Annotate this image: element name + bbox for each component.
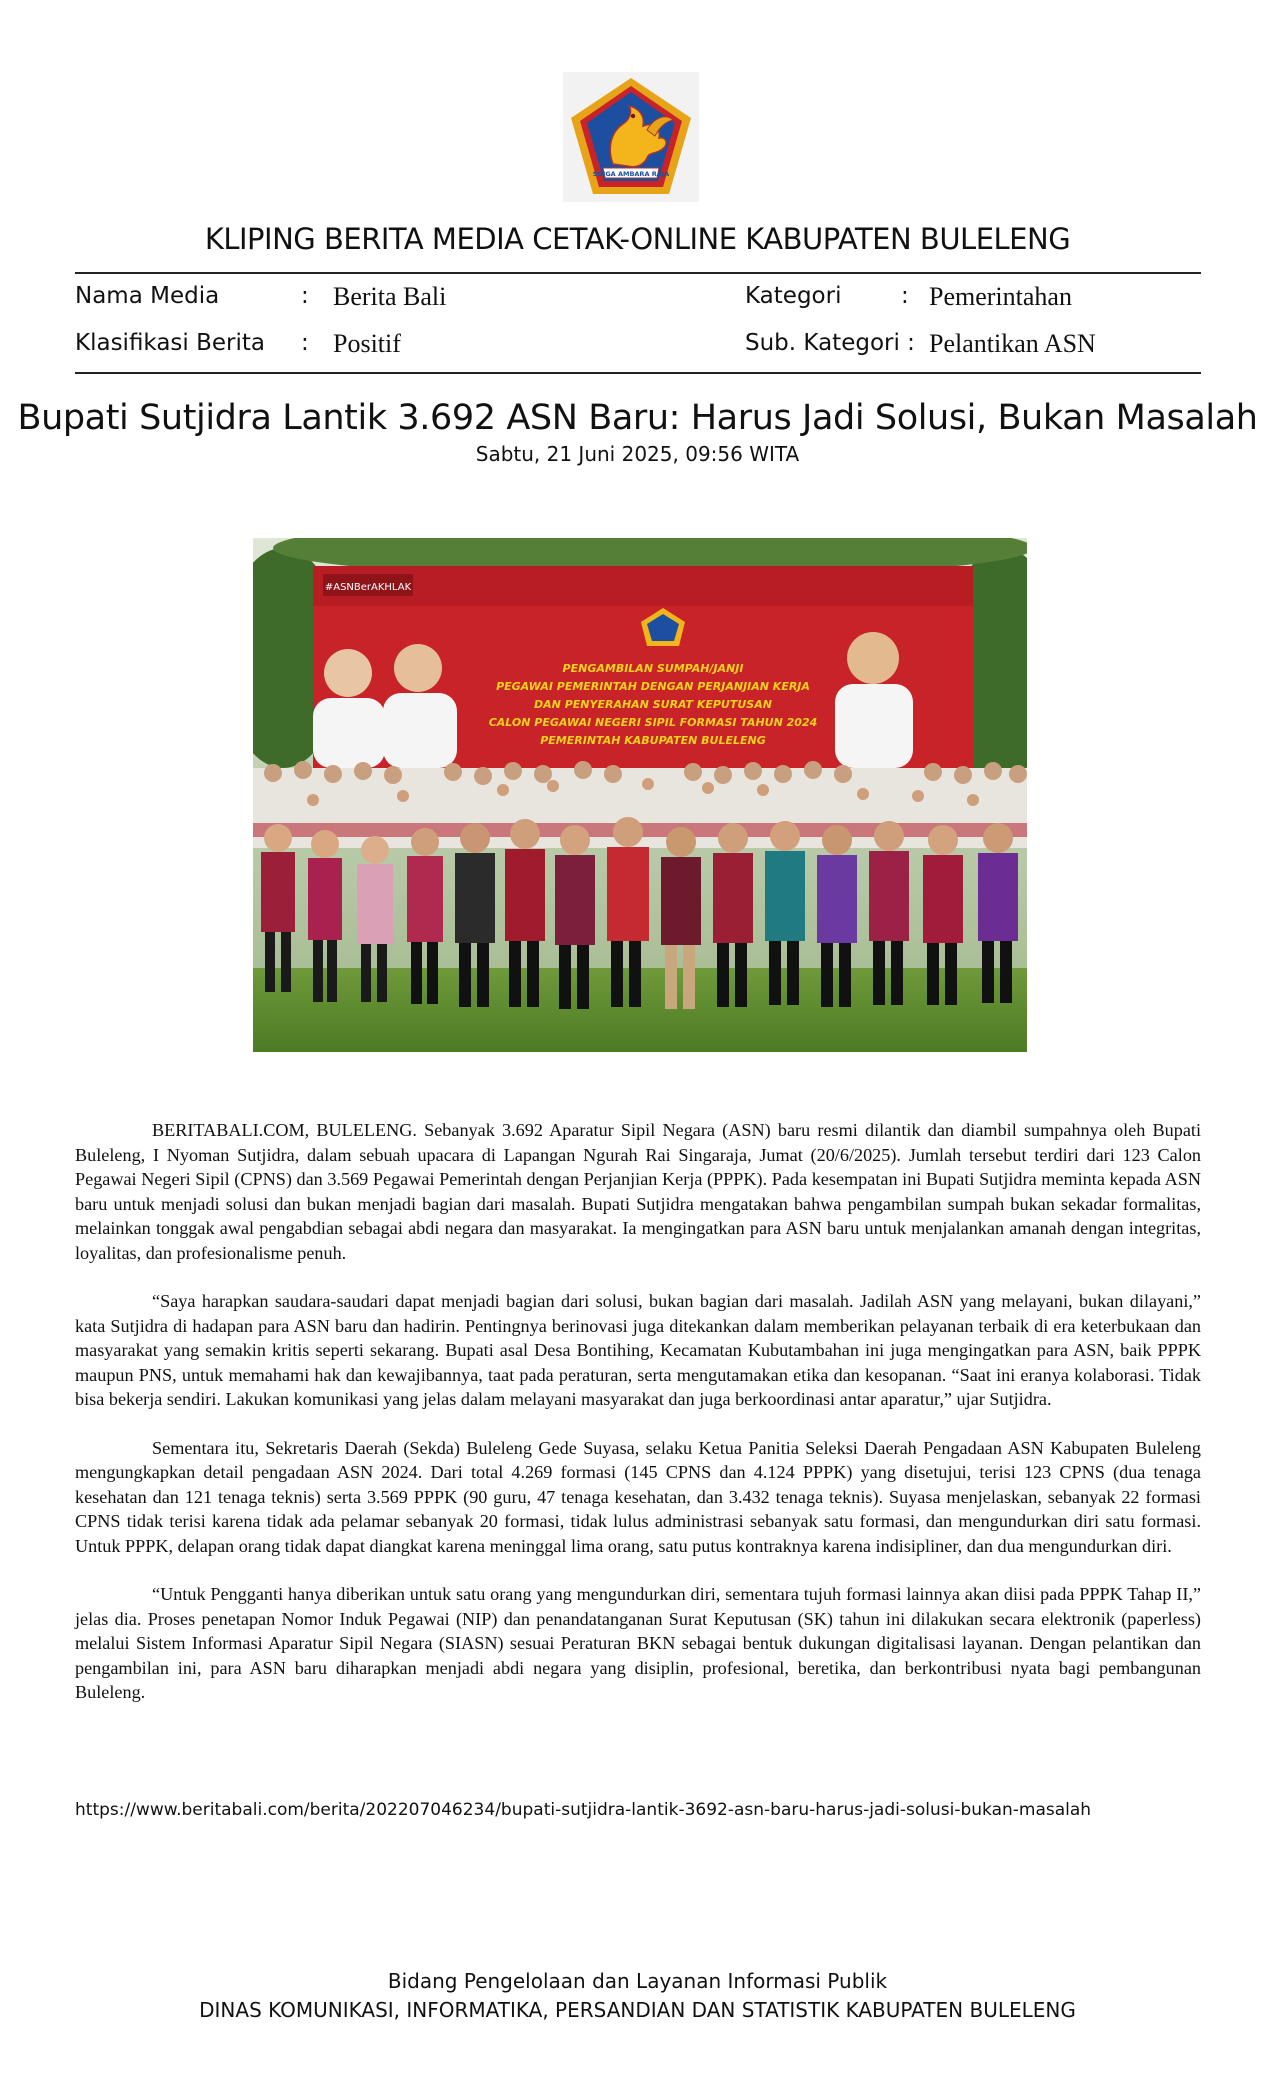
subkategori-value-cell — [929, 329, 1096, 359]
article-title: Bupati Sutjidra Lantik 3.692 ASN Baru: Harus Jadi Solusi, Bukan Masalah — [17, 398, 1258, 438]
article-body — [75, 1118, 1201, 1729]
media-value-cell — [333, 282, 446, 312]
klasifikasi-label-cell — [75, 329, 265, 356]
klasifikasi-value: Positif — [333, 329, 401, 358]
banner-line-3: DAN PENYERAHAN SURAT KEPUTUSAN — [534, 698, 772, 711]
klasifikasi-value-cell — [333, 329, 401, 359]
klasifikasi-label: Klasifikasi Berita — [75, 330, 266, 356]
subkategori-label-cell — [745, 329, 915, 356]
subkategori-label: Sub. Kategori : — [745, 330, 915, 356]
article-date: Sabtu, 21 Juni 2025, 09:56 WITA — [475, 442, 800, 466]
article-paragraph-4: “Untuk Pengganti hanya diberikan untuk satu orang yang mengundurkan diri, sementara tujuh formasi lainnya akan diisi pada PPPK Tahap II,” jelas dia. Proses penetapan Nomor Induk Pegawai (NIP) dan penandatanganan Surat Keputusan (SK) tahun ini dilakukan secara elektronik (paperless) melalui Sistem Informasi Aparatur Sipil Negara (SIASN) sesuai Peraturan BKN sebagai bentuk dukungan digitalisasi layanan. Dengan pelantikan dan pengambilan ini, para ASN baru diharapkan menjadi abdi negara yang disiplin, profesional, beretika, dan berkontribusi nyata bagi pembangunan Buleleng. — [75, 1584, 1201, 1702]
footer-division: Bidang Pengelolaan dan Layanan Informasi Publik — [387, 1969, 888, 1993]
article-photo — [253, 538, 1027, 1052]
kategori-label-cell — [745, 282, 841, 309]
media-separator-cell — [301, 282, 309, 309]
banner-hashtag: #ASNBerAKHLAK — [324, 582, 412, 593]
banner-line-4: CALON PEGAWAI NEGERI SIPIL FORMASI TAHUN 2024 — [488, 716, 818, 729]
klasifikasi-separator: : — [301, 330, 309, 356]
ceremony-photo-illustration — [253, 538, 1027, 1052]
banner-line-1: PENGAMBILAN SUMPAH/JANJI — [562, 662, 744, 675]
banner-line-5: PEMERINTAH KABUPATEN BULELENG — [540, 734, 766, 747]
media-label-cell — [75, 282, 219, 309]
article-paragraph-2: “Saya harapkan saudara-saudari dapat menjadi bagian dari solusi, bukan bagian dari masalah. Jadilah ASN yang melayani, bukan dilayani,” kata Sutjidra di hadapan para ASN baru dan hadirin. Pentingnya berinovasi juga ditekankan dalam memberikan pelayanan terbaik di era keterbukaan dan masyarakat yang semakin kritis seperti sekarang. Bupati asal Desa Bontihing, Kecamatan Kubutambahan ini juga mengingatkan para ASN, baik PPPK maupun PNS, untuk memahami hak dan kewajibannya, taat pada peraturan, serta mengutamakan etika dan kesopanan. “Saat ini eranya kolaborasi. Tidak bisa bekerja sendiri. Lakukan komunikasi yang jelas dalam melayani masyarakat dan juga berkoordinasi antar aparatur,” ujar Sutjidra. — [75, 1291, 1201, 1409]
regency-logo — [563, 72, 699, 202]
kategori-separator-cell — [901, 282, 909, 309]
media-label: Nama Media — [75, 283, 220, 309]
source-url-link[interactable]: https://www.beritabali.com/berita/202207046234/bupati-sutjidra-lantik-3692-asn-baru-harus-jadi-solusi-bukan-masalah — [75, 1800, 1092, 1820]
kategori-value: Pemerintahan — [929, 282, 1072, 311]
header-divider-bottom — [75, 372, 1201, 374]
kategori-value-cell — [929, 282, 1072, 312]
article-paragraph-1: BERITABALI.COM, BULELENG. Sebanyak 3.692 Aparatur Sipil Negara (ASN) baru resmi dilantik dan diambil sumpahnya oleh Bupati Buleleng, I Nyoman Sutjidra, dalam sebuah upacara di Lapangan Ngurah Rai Singaraja, Jumat (20/6/2025). Jumlah tersebut terdiri dari 123 Calon Pegawai Negeri Sipil (CPNS) dan 3.569 Pegawai Pemerintah dengan Perjanjian Kerja (PPPK). Pada kesempatan ini Bupati Sutjidra meminta kepada ASN baru untuk menjadi solusi dan bukan menjadi bagian dari masalah. Bupati Sutjidra mengatakan bahwa pengambilan sumpah bukan sekadar formalitas, melainkan tonggak awal pengabdian sebagai abdi negara dan masyarakat. Ia mengingatkan para ASN baru untuk menjalankan amanah dengan integritas, loyalitas, dan profesionalisme penuh. — [75, 1120, 1201, 1263]
logo-motto: SINGA AMBARA RAJA — [592, 170, 670, 178]
header-divider-top — [75, 272, 1201, 274]
kategori-label: Kategori — [745, 283, 842, 309]
buleleng-crest-icon — [563, 72, 699, 202]
article-paragraph-3: Sementara itu, Sekretaris Daerah (Sekda) Buleleng Gede Suyasa, selaku Ketua Panitia Seleksi Daerah Pengadaan ASN Kabupaten Buleleng mengungkapkan detail pengadaan ASN 2024. Dari total 4.269 formasi (145 CPNS dan 4.124 PPPK) yang disetujui, terisi 123 CPNS (dua tenaga kesehatan dan 121 tenaga teknis) serta 3.569 PPPK (90 guru, 47 tenaga kesehatan, dan 3.432 tenaga teknis). Suyasa menjelaskan, sebanyak 22 formasi CPNS tidak terisi karena tidak ada pelamar sebanyak 20 formasi, tidak lulus administrasi sebanyak satu formasi, dan mengundurkan diri satu formasi. Untuk PPPK, delapan orang tidak dapat diangkat karena meninggal lima orang, satu putus kontraknya karena indisipliner, dan dua mengundurkan diri. — [75, 1437, 1201, 1556]
banner-line-2: PEGAWAI PEMERINTAH DENGAN PERJANJIAN KERJA — [496, 680, 810, 693]
subkategori-value: Pelantikan ASN — [929, 329, 1096, 358]
media-separator: : — [301, 283, 309, 309]
clipping-header-title: KLIPING BERITA MEDIA CETAK-ONLINE KABUPATEN BULELENG — [204, 222, 1071, 256]
footer-agency: DINAS KOMUNIKASI, INFORMATIKA, PERSANDIAN DAN STATISTIK KABUPATEN BULELENG — [199, 1998, 1076, 2022]
klasifikasi-separator-cell — [301, 329, 309, 356]
media-value: Berita Bali — [333, 282, 447, 311]
kategori-separator: : — [901, 283, 909, 309]
